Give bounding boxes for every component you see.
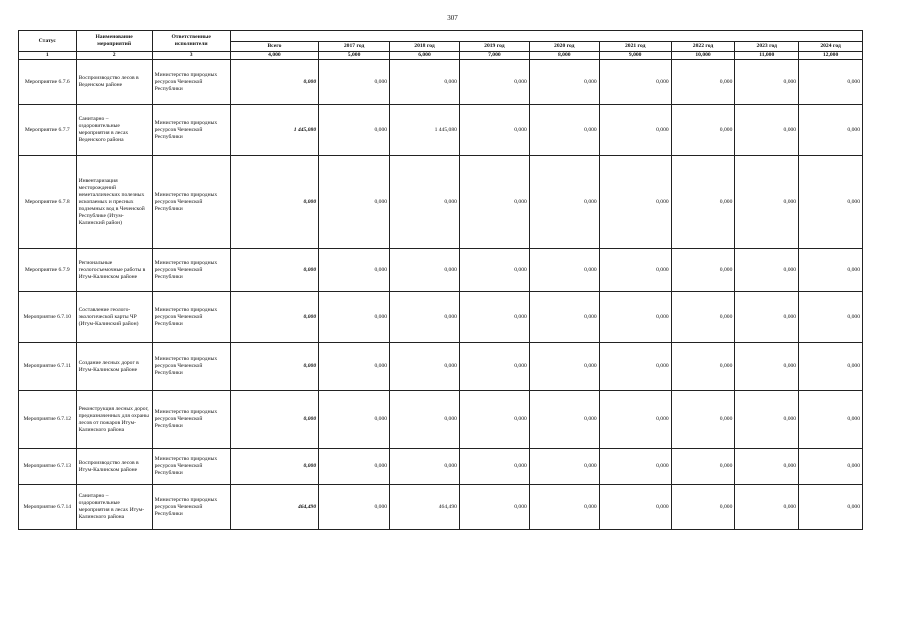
page-number: 307 — [447, 14, 458, 22]
column-number: 11,000 — [735, 52, 799, 60]
header-executors: Ответственные исполнители — [152, 31, 230, 52]
executor-cell: Министерство природных ресурсов Чеченской Республики — [152, 343, 230, 391]
year-value-cell: 0,000 — [459, 60, 529, 105]
total-cell: 0,000 — [230, 249, 318, 292]
year-value-cell: 0,000 — [599, 292, 671, 343]
column-number: 7,000 — [459, 52, 529, 60]
column-number: 8,000 — [529, 52, 599, 60]
year-value-cell: 0,000 — [671, 156, 735, 249]
total-cell: 0,000 — [230, 60, 318, 105]
year-value-cell: 0,000 — [671, 343, 735, 391]
executor-cell: Министерство природных ресурсов Чеченской Республики — [152, 105, 230, 156]
header-year: 2017 год — [319, 42, 390, 52]
header-name: Наименование мероприятий — [76, 31, 152, 52]
status-cell: Мероприятие 6.7.14 — [19, 485, 77, 530]
year-value-cell: 0,000 — [529, 292, 599, 343]
year-value-cell: 0,000 — [671, 485, 735, 530]
year-value-cell: 0,000 — [529, 249, 599, 292]
table-row — [19, 60, 863, 105]
year-value-cell: 0,000 — [799, 249, 863, 292]
status-cell: Мероприятие 6.7.8 — [19, 156, 77, 249]
year-value-cell: 0,000 — [529, 156, 599, 249]
year-value-cell: 0,000 — [671, 249, 735, 292]
year-value-cell: 1 445,080 — [390, 105, 460, 156]
header-year: 2023 год — [735, 42, 799, 52]
year-value-cell: 0,000 — [671, 449, 735, 485]
header-year: 2019 год — [459, 42, 529, 52]
table-row — [19, 343, 863, 391]
year-value-cell: 0,000 — [390, 343, 460, 391]
year-value-cell: 0,000 — [319, 105, 390, 156]
executor-cell: Министерство природных ресурсов Чеченской Республики — [152, 391, 230, 449]
year-value-cell: 0,000 — [599, 105, 671, 156]
status-cell: Мероприятие 6.7.10 — [19, 292, 77, 343]
year-value-cell: 0,000 — [529, 449, 599, 485]
status-cell: Мероприятие 6.7.6 — [19, 60, 77, 105]
year-value-cell: 0,000 — [319, 391, 390, 449]
column-number: 9,000 — [599, 52, 671, 60]
column-number: 4,000 — [230, 52, 318, 60]
table-row — [19, 249, 863, 292]
total-cell: 0,000 — [230, 391, 318, 449]
activity-name-cell: Создание лесных дорог в Итум-Калинском районе — [76, 343, 152, 391]
year-value-cell: 0,000 — [319, 249, 390, 292]
executor-cell: Министерство природных ресурсов Чеченской Республики — [152, 292, 230, 343]
column-number: 10,000 — [671, 52, 735, 60]
year-value-cell: 0,000 — [799, 485, 863, 530]
year-value-cell: 0,000 — [735, 449, 799, 485]
column-number: 2 — [76, 52, 152, 60]
activity-name-cell: Санитарно – оздоровительные мероприятия в лесах Веденского района — [76, 105, 152, 156]
activity-name-cell: Реконструкция лесных дорог, предназначенных для охраны лесов от пожаров Итум-Калинского района — [76, 391, 152, 449]
executor-cell: Министерство природных ресурсов Чеченской Республики — [152, 449, 230, 485]
executor-cell: Министерство природных ресурсов Чеченской Республики — [152, 156, 230, 249]
year-value-cell: 0,000 — [735, 105, 799, 156]
total-cell: 0,000 — [230, 156, 318, 249]
year-value-cell: 0,000 — [599, 391, 671, 449]
year-value-cell: 0,000 — [459, 343, 529, 391]
year-value-cell: 0,000 — [459, 292, 529, 343]
header-status: Статус — [19, 31, 77, 52]
total-cell: 0,000 — [230, 343, 318, 391]
table-row — [19, 391, 863, 449]
table-row — [19, 292, 863, 343]
column-number: 5,000 — [319, 52, 390, 60]
year-value-cell: 0,000 — [529, 485, 599, 530]
year-value-cell: 0,000 — [459, 391, 529, 449]
year-value-cell: 0,000 — [599, 485, 671, 530]
executor-cell: Министерство природных ресурсов Чеченской Республики — [152, 60, 230, 105]
status-cell: Мероприятие 6.7.12 — [19, 391, 77, 449]
activity-name-cell: Региональные геологосъемочные работы в Итум-Калинском районе — [76, 249, 152, 292]
year-value-cell: 0,000 — [735, 485, 799, 530]
year-value-cell: 0,000 — [799, 343, 863, 391]
header-year: 2024 год — [799, 42, 863, 52]
total-cell: 464,490 — [230, 485, 318, 530]
year-value-cell: 0,000 — [735, 292, 799, 343]
year-value-cell: 0,000 — [799, 449, 863, 485]
year-value-cell: 0,000 — [735, 156, 799, 249]
year-value-cell: 0,000 — [599, 156, 671, 249]
year-value-cell: 0,000 — [390, 449, 460, 485]
activity-name-cell: Воспроизводство лесов в Итум-Калинском районе — [76, 449, 152, 485]
year-value-cell: 0,000 — [735, 249, 799, 292]
year-value-cell: 0,000 — [735, 343, 799, 391]
year-value-cell: 0,000 — [319, 292, 390, 343]
year-value-cell: 0,000 — [459, 249, 529, 292]
year-value-cell: 0,000 — [459, 485, 529, 530]
year-value-cell: 0,000 — [671, 105, 735, 156]
status-cell: Мероприятие 6.7.13 — [19, 449, 77, 485]
table-row — [19, 156, 863, 249]
executor-cell: Министерство природных ресурсов Чеченской Республики — [152, 249, 230, 292]
year-value-cell: 0,000 — [735, 60, 799, 105]
year-value-cell: 0,000 — [459, 105, 529, 156]
funding-table — [18, 30, 863, 530]
column-number: 3 — [152, 52, 230, 60]
header-year: 2022 год — [671, 42, 735, 52]
header-total: Всего — [230, 42, 318, 52]
total-cell: 0,000 — [230, 449, 318, 485]
year-value-cell: 0,000 — [599, 343, 671, 391]
year-value-cell: 0,000 — [671, 60, 735, 105]
year-value-cell: 0,000 — [599, 449, 671, 485]
year-value-cell: 0,000 — [319, 60, 390, 105]
status-cell: Мероприятие 6.7.11 — [19, 343, 77, 391]
table-row — [19, 485, 863, 530]
total-cell: 1 445,080 — [230, 105, 318, 156]
header-spacer — [230, 31, 862, 42]
activity-name-cell: Составление геолого-экологической карты ЧР (Итум-Калинский район) — [76, 292, 152, 343]
column-number: 12,000 — [799, 52, 863, 60]
executor-cell: Министерство природных ресурсов Чеченской Республики — [152, 485, 230, 530]
year-value-cell: 0,000 — [799, 105, 863, 156]
header-year: 2018 год — [390, 42, 460, 52]
year-value-cell: 464,490 — [390, 485, 460, 530]
year-value-cell: 0,000 — [735, 391, 799, 449]
column-number: 1 — [19, 52, 77, 60]
year-value-cell: 0,000 — [529, 60, 599, 105]
year-value-cell: 0,000 — [390, 292, 460, 343]
year-value-cell: 0,000 — [599, 60, 671, 105]
year-value-cell: 0,000 — [390, 249, 460, 292]
year-value-cell: 0,000 — [529, 343, 599, 391]
year-value-cell: 0,000 — [671, 391, 735, 449]
year-value-cell: 0,000 — [799, 156, 863, 249]
year-value-cell: 0,000 — [319, 485, 390, 530]
year-value-cell: 0,000 — [599, 249, 671, 292]
header-year: 2020 год — [529, 42, 599, 52]
year-value-cell: 0,000 — [799, 292, 863, 343]
year-value-cell: 0,000 — [319, 156, 390, 249]
year-value-cell: 0,000 — [390, 391, 460, 449]
year-value-cell: 0,000 — [319, 343, 390, 391]
year-value-cell: 0,000 — [671, 292, 735, 343]
status-cell: Мероприятие 6.7.9 — [19, 249, 77, 292]
total-cell: 0,000 — [230, 292, 318, 343]
table-row — [19, 105, 863, 156]
activity-name-cell: Воспроизводство лесов в Веденском районе — [76, 60, 152, 105]
column-number-row — [19, 52, 863, 60]
year-value-cell: 0,000 — [319, 449, 390, 485]
year-value-cell: 0,000 — [799, 60, 863, 105]
activity-name-cell: Инвентаризация месторождений неметаллических полезных ископаемых и пресных подземных вод в Чеченской Республике (Итум-Калинский район) — [76, 156, 152, 249]
status-cell: Мероприятие 6.7.7 — [19, 105, 77, 156]
header-year: 2021 год — [599, 42, 671, 52]
activity-name-cell: Санитарно – оздоровительные мероприятия в лесах Итум-Калинского района — [76, 485, 152, 530]
table-row — [19, 449, 863, 485]
year-value-cell: 0,000 — [799, 391, 863, 449]
year-value-cell: 0,000 — [390, 60, 460, 105]
year-value-cell: 0,000 — [529, 391, 599, 449]
column-number: 6,000 — [390, 52, 460, 60]
year-value-cell: 0,000 — [529, 105, 599, 156]
year-value-cell: 0,000 — [459, 449, 529, 485]
year-value-cell: 0,000 — [459, 156, 529, 249]
year-value-cell: 0,000 — [390, 156, 460, 249]
